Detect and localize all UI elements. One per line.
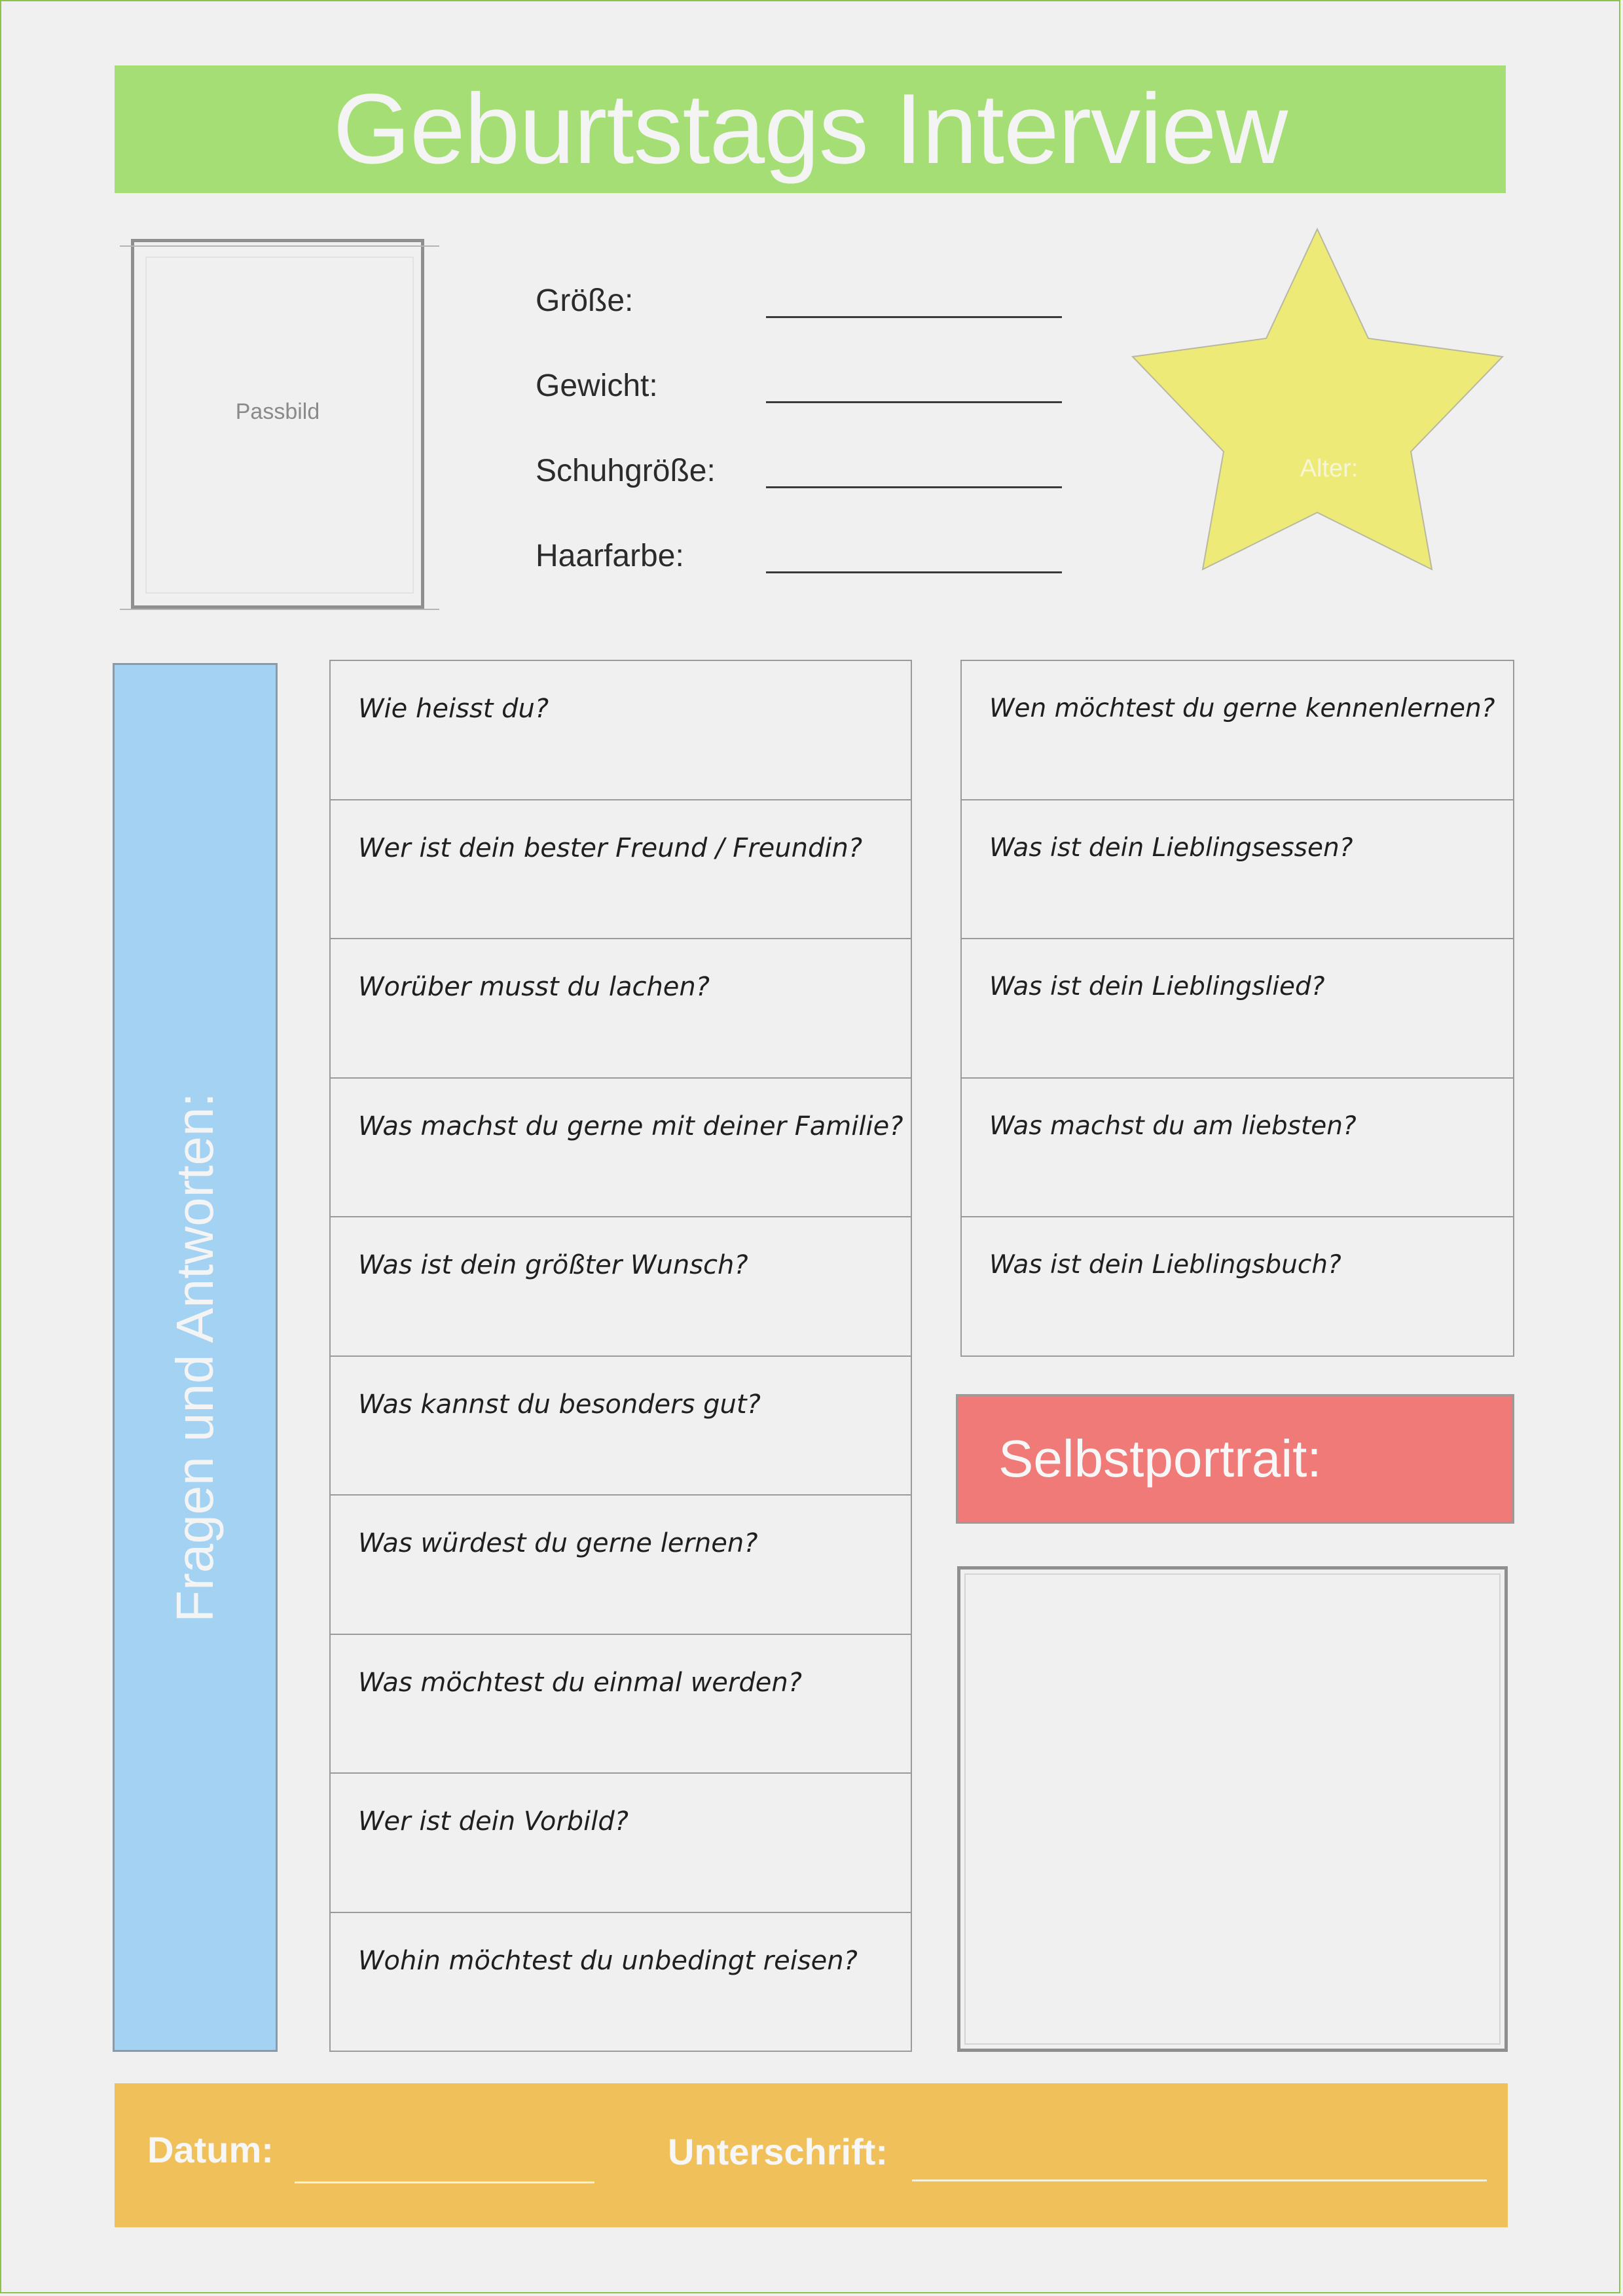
field-line-gewicht[interactable] bbox=[766, 401, 1062, 403]
question-text: Was ist dein Lieblingslied? bbox=[989, 972, 1325, 1001]
field-line-groesse[interactable] bbox=[766, 316, 1062, 318]
side-banner-label: Fragen und Antworten: bbox=[166, 1092, 224, 1623]
photo-label: Passbild bbox=[235, 399, 320, 424]
field-label-gewicht: Gewicht: bbox=[536, 368, 658, 403]
footer-signature-line[interactable] bbox=[912, 2179, 1487, 2181]
field-label-groesse: Größe: bbox=[536, 283, 634, 318]
page-title: Geburtstags Interview bbox=[333, 73, 1288, 185]
selbstportrait-frame[interactable] bbox=[957, 1566, 1508, 2052]
question-cell[interactable] bbox=[962, 1217, 1513, 1357]
question-cell[interactable] bbox=[962, 1079, 1513, 1218]
question-cell[interactable] bbox=[962, 661, 1513, 800]
question-text: Was machst du am liebsten? bbox=[989, 1111, 1357, 1141]
title-banner bbox=[115, 65, 1506, 193]
question-text: Wer ist dein Vorbild? bbox=[358, 1806, 629, 1837]
question-text: Wie heisst du? bbox=[358, 694, 549, 724]
question-text: Was machst du gerne mit deiner Familie? bbox=[358, 1111, 903, 1141]
question-text: Wen möchtest du gerne kennenlernen? bbox=[989, 694, 1495, 723]
field-label-haarfarbe: Haarfarbe: bbox=[536, 539, 684, 573]
question-text: Worüber musst du lachen? bbox=[358, 972, 710, 1002]
star-icon bbox=[1129, 226, 1506, 573]
questions-left-column bbox=[329, 660, 912, 2052]
selbstportrait-banner bbox=[956, 1394, 1514, 1524]
question-text: Was würdest du gerne lernen? bbox=[358, 1528, 758, 1558]
question-cell[interactable] bbox=[331, 1496, 911, 1635]
footer-date-label: Datum: bbox=[147, 2129, 274, 2170]
field-line-schuhgroesse[interactable] bbox=[766, 486, 1062, 488]
footer-date-line[interactable] bbox=[295, 2181, 594, 2183]
field-line-haarfarbe[interactable] bbox=[766, 571, 1062, 573]
question-cell[interactable] bbox=[331, 1217, 911, 1357]
question-text: Was ist dein Lieblingsessen? bbox=[989, 833, 1353, 863]
question-cell[interactable] bbox=[331, 800, 911, 940]
star-label-alter: Alter: bbox=[1300, 455, 1359, 482]
question-cell[interactable] bbox=[331, 1774, 911, 1913]
question-text: Wohin möchtest du unbedingt reisen? bbox=[358, 1945, 858, 1976]
photo-inner-frame bbox=[145, 257, 414, 594]
question-text: Was kannst du besonders gut? bbox=[358, 1389, 761, 1420]
question-text: Was möchtest du einmal werden? bbox=[358, 1667, 802, 1698]
side-banner bbox=[113, 663, 278, 2052]
question-cell[interactable] bbox=[331, 1635, 911, 1774]
field-label-schuhgroesse: Schuhgröße: bbox=[536, 454, 716, 488]
question-cell[interactable] bbox=[331, 1079, 911, 1218]
selbstportrait-label: Selbstportrait: bbox=[998, 1429, 1322, 1488]
footer-signature-label: Unterschrift: bbox=[668, 2131, 888, 2172]
question-cell[interactable] bbox=[331, 661, 911, 800]
question-cell[interactable] bbox=[331, 1357, 911, 1496]
question-text: Was ist dein Lieblingsbuch? bbox=[989, 1250, 1341, 1280]
question-cell[interactable] bbox=[962, 939, 1513, 1079]
question-cell[interactable] bbox=[331, 939, 911, 1079]
questions-right-column bbox=[960, 660, 1514, 1357]
question-cell[interactable] bbox=[962, 800, 1513, 940]
question-text: Wer ist dein bester Freund / Freundin? bbox=[358, 833, 863, 863]
question-text: Was ist dein größter Wunsch? bbox=[358, 1250, 748, 1280]
question-cell[interactable] bbox=[331, 1913, 911, 2053]
